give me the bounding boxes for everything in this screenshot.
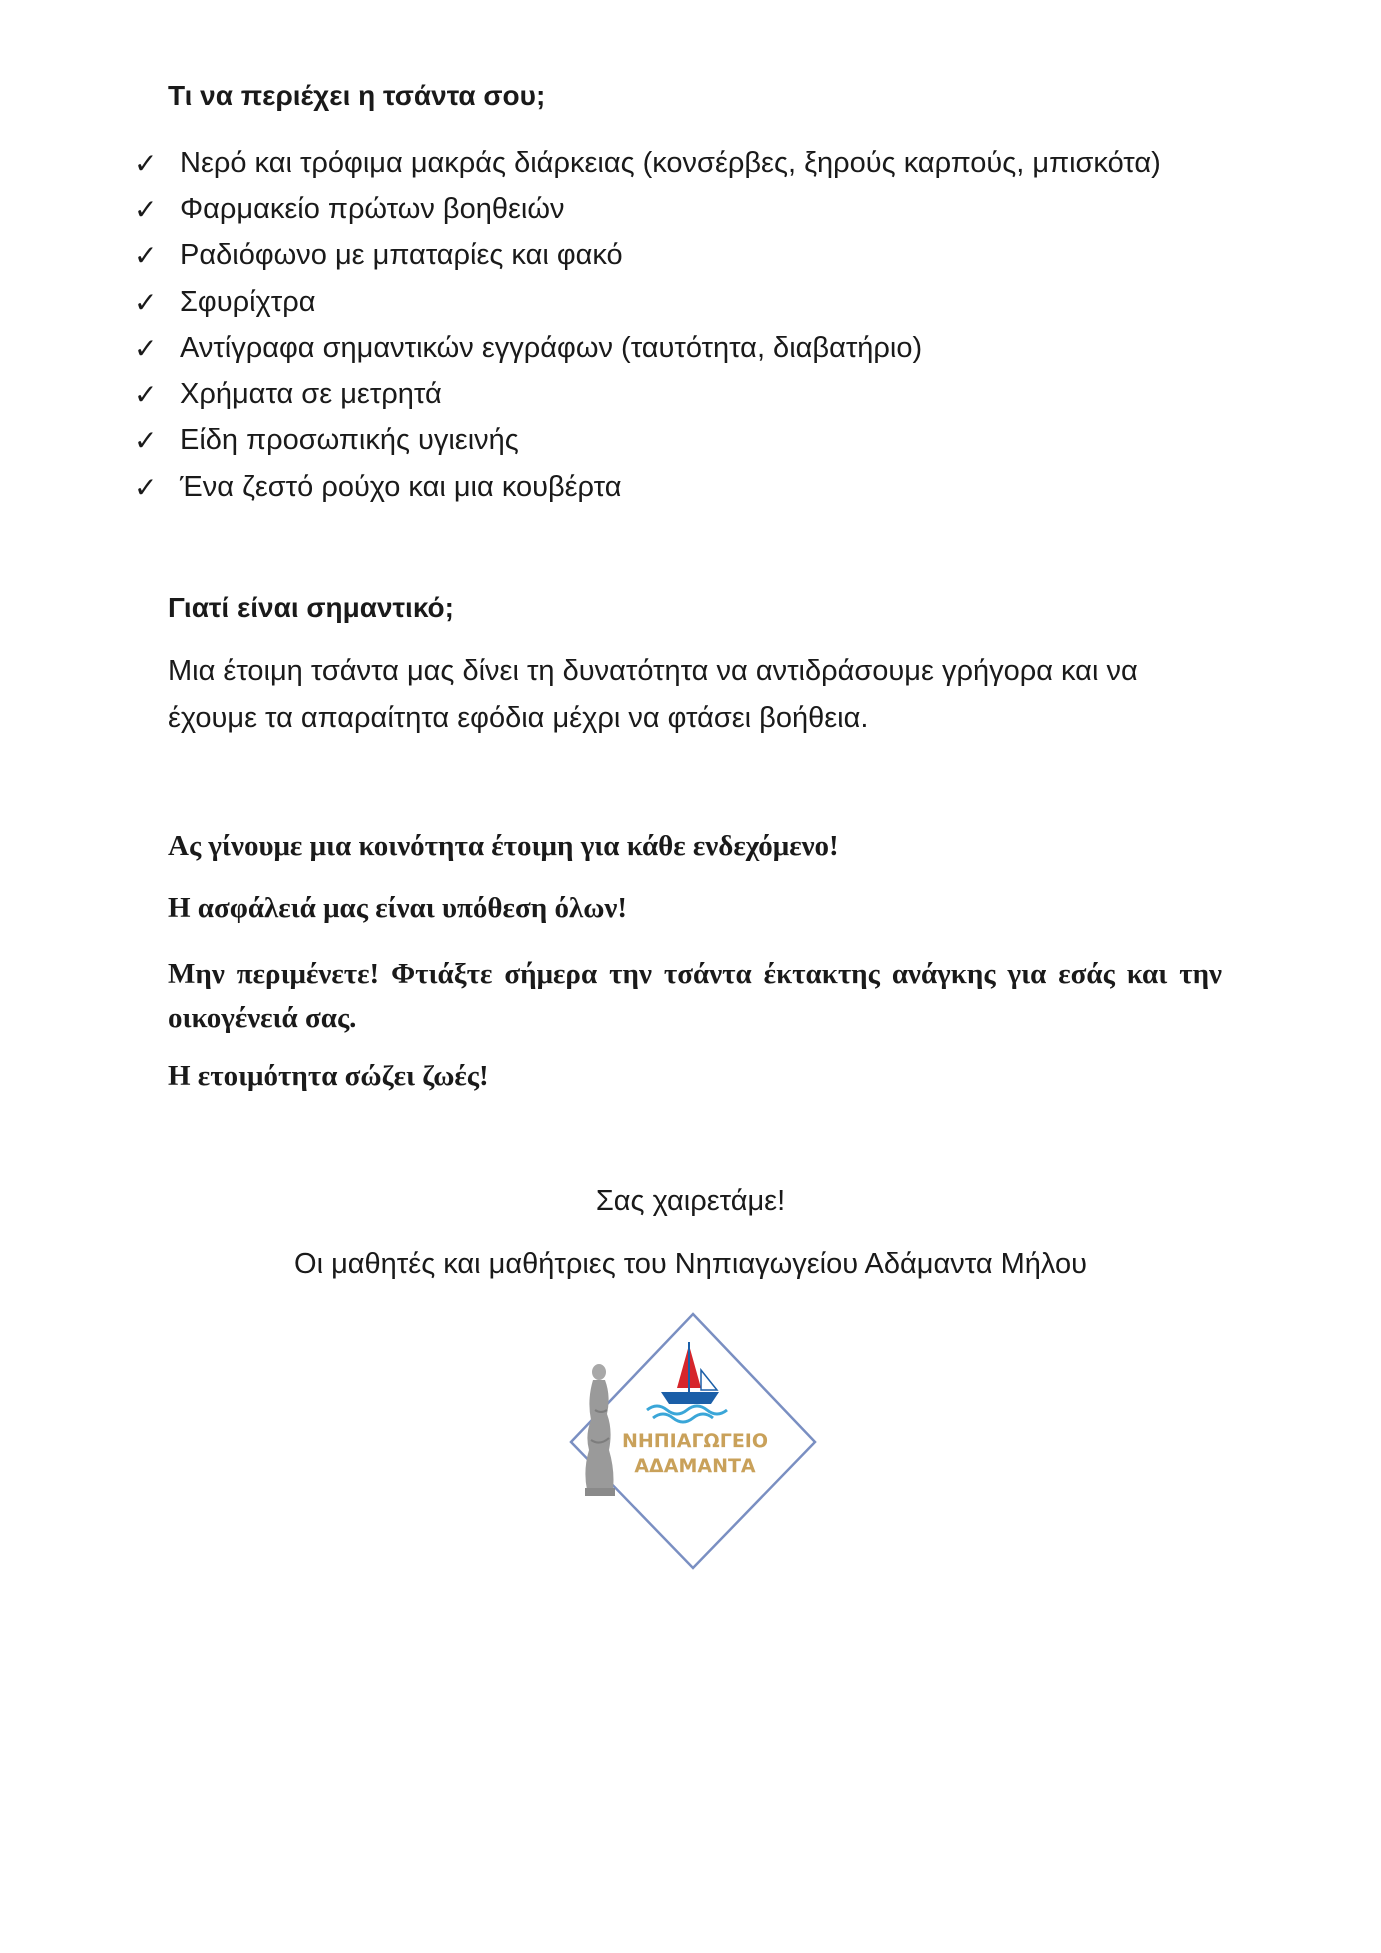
- list-item: [134, 140, 1161, 186]
- list-item-text: Είδη προσωπικής υγιεινής: [180, 424, 519, 457]
- kindergarten-logo: [565, 1310, 820, 1570]
- checkmark-icon: ✓: [134, 471, 158, 503]
- statue-icon: [585, 1364, 615, 1496]
- importance-paragraph: Μια έτοιμη τσάντα μας δίνει τη δυνατότητα να αντιδράσουμε γρήγορα και να έχουμε τα απαραίτητα εφόδια μέχρι να φτάσει βοήθεια.: [168, 655, 1138, 734]
- list-item: [134, 279, 1161, 325]
- list-item-text: Ραδιόφωνο με μπαταρίες και φακό: [180, 239, 623, 272]
- list-item-text: Ένα ζεστό ρούχο και μια κουβέρτα: [180, 470, 622, 503]
- bag-contents-heading: Τι να περιέχει η τσάντα σου;: [168, 80, 546, 111]
- sailboat-icon: [661, 1342, 719, 1404]
- checkmark-icon: ✓: [134, 240, 158, 272]
- list-item-text: Χρήματα σε μετρητά: [180, 378, 442, 411]
- boat-hull: [661, 1392, 719, 1404]
- checkmark-icon: ✓: [134, 286, 158, 318]
- list-item-text: Σφυρίχτρα: [180, 285, 316, 318]
- checkmark-icon: ✓: [134, 379, 158, 411]
- bag-contents-list: [134, 140, 1161, 510]
- checkmark-icon: ✓: [134, 332, 158, 364]
- list-item: [134, 371, 1161, 417]
- list-item: [134, 418, 1161, 464]
- greeting: Σας χαιρετάμε!: [595, 1185, 786, 1217]
- logo-line-1: ΝΗΠΙΑΓΩΓΕΙΟ: [621, 1430, 769, 1452]
- waves-icon: [647, 1406, 727, 1422]
- checkmark-icon: ✓: [134, 193, 158, 225]
- list-item-text: Φαρμακείο πρώτων βοηθειών: [180, 192, 565, 225]
- signature: Οι μαθητές και μαθήτριες του Νηπιαγωγείου Αδάμαντα Μήλου: [294, 1248, 1087, 1280]
- slogan-dont-wait: Μην περιμένετε! Φτιάξτε σήμερα την τσάντα έκτακτης ανάγκης για εσάς και την οικογένειά σας.: [168, 958, 1222, 1034]
- logo-line-2: ΑΔΑΜΑΝΤΑ: [634, 1455, 756, 1477]
- list-item: [134, 186, 1161, 232]
- slogan-safety: Η ασφάλειά μας είναι υπόθεση όλων!: [168, 892, 628, 924]
- importance-heading: Γιατί είναι σημαντικό;: [168, 592, 454, 623]
- list-item: [134, 233, 1161, 279]
- list-item: [134, 325, 1161, 371]
- checkmark-icon: ✓: [134, 425, 158, 457]
- checkmark-icon: ✓: [134, 147, 158, 179]
- slogan-readiness: Η ετοιμότητα σώζει ζωές!: [168, 1060, 489, 1092]
- list-item-text: Αντίγραφα σημαντικών εγγράφων (ταυτότητα, διαβατήριο): [180, 331, 923, 364]
- slogan-community: Ας γίνουμε μια κοινότητα έτοιμη για κάθε ενδεχόμενο!: [168, 830, 839, 862]
- list-item-text: Νερό και τρόφιμα μακράς διάρκειας (κονσέρβες, ξηρούς καρπούς, μπισκότα): [180, 146, 1161, 179]
- list-item: [134, 464, 1161, 510]
